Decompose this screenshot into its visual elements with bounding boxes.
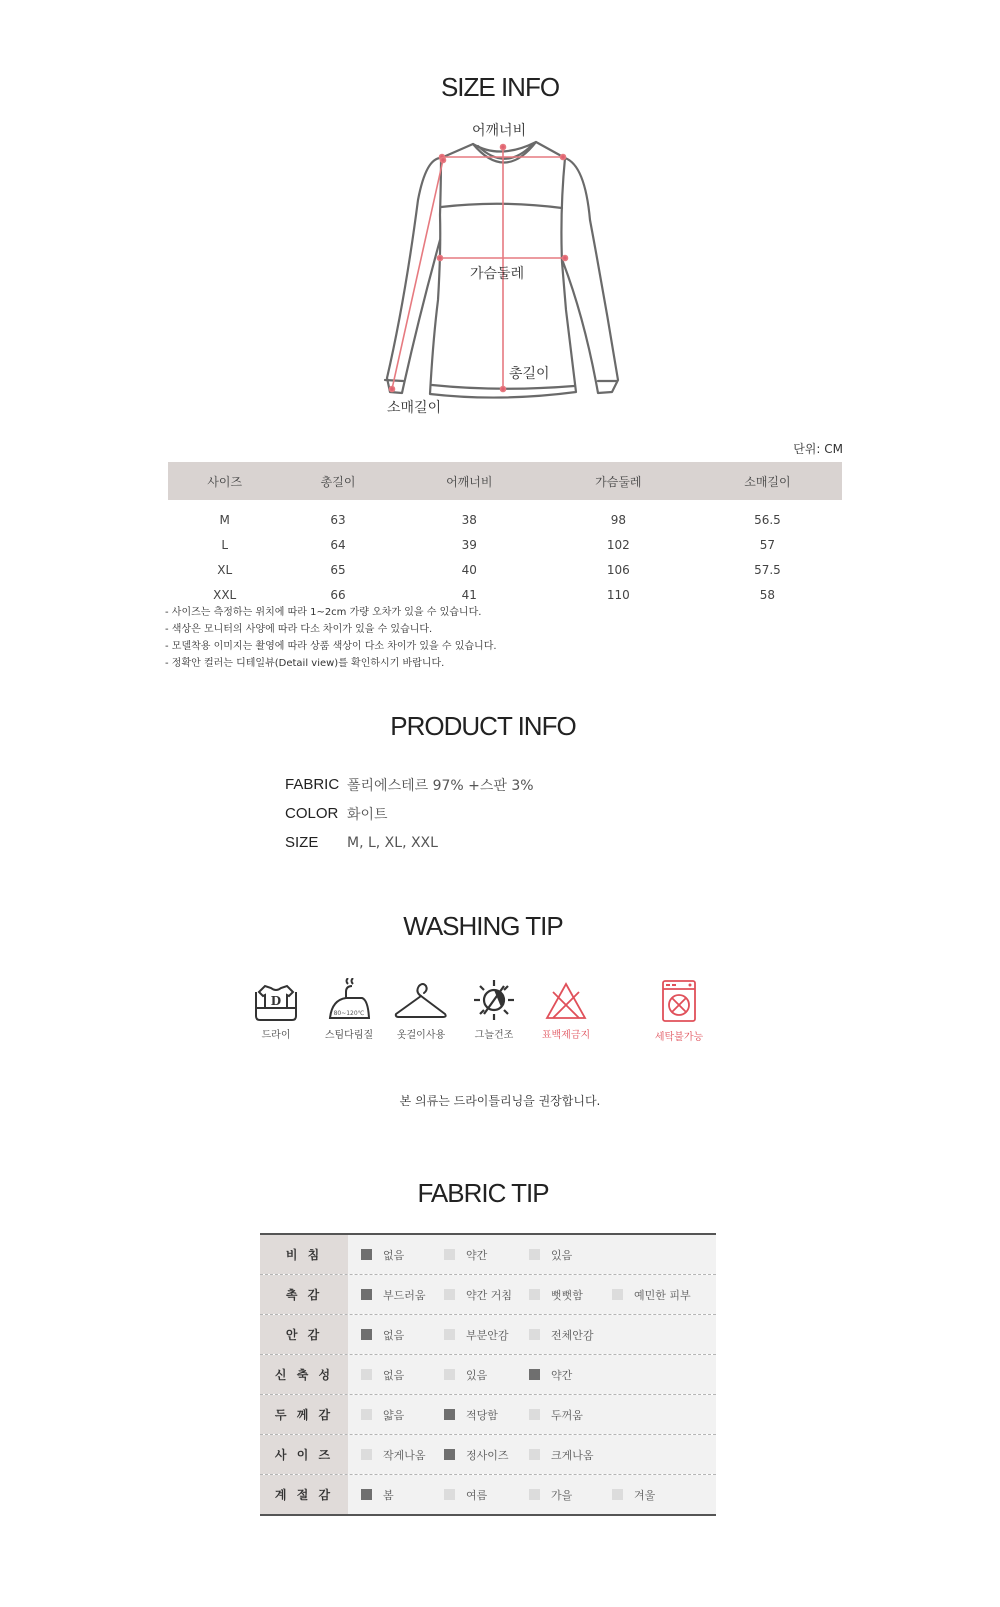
fabric-tip-option <box>529 1275 583 1314</box>
unchecked-box-icon <box>444 1289 455 1300</box>
fabric-tip-row <box>260 1275 716 1315</box>
washing-item <box>236 978 316 1041</box>
product-info-key: SIZE <box>285 834 319 851</box>
fabric-tip-option <box>444 1315 509 1354</box>
fabric-tip-option <box>361 1235 404 1274</box>
table-cell: 65 <box>330 562 346 577</box>
fabric-tip-option <box>529 1395 583 1434</box>
size-table-header <box>168 462 842 500</box>
fabric-tip-option <box>529 1235 572 1274</box>
hanger-icon <box>393 978 449 1022</box>
fabric-tip-option <box>361 1395 404 1434</box>
header-chest: 가슴둘레 <box>544 462 693 500</box>
washing-label: 드라이 <box>261 1030 291 1041</box>
fabric-tip-row <box>260 1355 716 1395</box>
fabric-tip-title: FABRIC TIP <box>417 1178 549 1208</box>
product-info-value: M, L, XL, XXL <box>347 834 438 851</box>
table-cell: 40 <box>461 562 477 577</box>
chest-label: 가슴둘레 <box>470 266 525 282</box>
fabric-tip-row <box>260 1475 716 1514</box>
fabric-tip-option-label: 크게나옴 <box>551 1448 594 1462</box>
product-info-row <box>285 799 534 828</box>
fabric-tip-option <box>444 1475 487 1514</box>
note-item: - 정확안 컬러는 디테일뷰(Detail view)를 확인하시기 바랍니다. <box>165 658 445 669</box>
table-cell: 58 <box>759 587 776 602</box>
fabric-tip-option-label: 두꺼움 <box>551 1408 583 1422</box>
checked-box-icon <box>361 1329 372 1340</box>
checked-box-icon <box>444 1449 455 1460</box>
table-cell: 63 <box>330 512 346 527</box>
fabric-tip-option-label: 뻣뻣함 <box>551 1288 583 1302</box>
size-table <box>168 462 842 607</box>
unchecked-box-icon <box>529 1329 540 1340</box>
washing-label: 스팀다림질 <box>324 1030 374 1041</box>
fabric-tip-option-label: 예민한 피부 <box>634 1288 691 1302</box>
table-cell: 64 <box>330 537 346 552</box>
note-item: - 모델착용 이미지는 촬영에 따라 상품 색상이 다소 차이가 있을 수 있습니다. <box>165 641 497 652</box>
washing-tip-title: WASHING TIP <box>403 911 563 941</box>
product-info-key: COLOR <box>285 805 339 822</box>
unchecked-box-icon <box>529 1449 540 1460</box>
table-cell: L <box>221 537 229 552</box>
header-size: 사이즈 <box>168 462 281 500</box>
fabric-tip-option-label: 약간 <box>466 1248 488 1262</box>
fabric-tip-category: 안 감 <box>260 1315 348 1354</box>
unchecked-box-icon <box>444 1329 455 1340</box>
svg-text:D: D <box>270 994 282 1008</box>
product-info-list <box>285 770 534 857</box>
table-row <box>168 532 842 557</box>
product-info-title: PRODUCT INFO <box>390 711 576 741</box>
fabric-tip-option-label: 겨울 <box>634 1488 656 1502</box>
washing-label: 옷걸이사용 <box>396 1030 446 1041</box>
table-cell: 98 <box>610 512 626 527</box>
product-info-row <box>285 770 534 799</box>
washing-label: 표백제금지 <box>541 1030 591 1041</box>
table-cell: M <box>219 512 230 527</box>
svg-text:80~120℃: 80~120℃ <box>333 1010 365 1017</box>
table-cell: 39 <box>461 537 477 552</box>
checked-box-icon <box>361 1249 372 1260</box>
fabric-tip-option <box>529 1355 572 1394</box>
fabric-tip-table <box>260 1233 716 1516</box>
table-cell: 57.5 <box>754 562 781 577</box>
fabric-tip-option-label: 없음 <box>383 1328 405 1342</box>
shoulder-width-label: 어깨너비 <box>472 123 527 139</box>
size-notes <box>165 604 497 672</box>
table-cell: 57 <box>759 537 776 552</box>
garment-diagram <box>0 0 1000 420</box>
fabric-tip-row <box>260 1315 716 1355</box>
table-cell: XXL <box>213 587 237 602</box>
fabric-tip-option-label: 약간 거침 <box>466 1288 513 1302</box>
unchecked-box-icon <box>444 1489 455 1500</box>
fabric-tip-option <box>529 1435 594 1474</box>
note-item: - 색상은 모니터의 사양에 따라 다소 차이가 있을 수 있습니다. <box>165 624 433 635</box>
unchecked-box-icon <box>444 1369 455 1380</box>
fabric-tip-row <box>260 1235 716 1275</box>
header-shoulder: 어깨너비 <box>395 462 544 500</box>
fabric-tip-option <box>361 1315 404 1354</box>
fabric-tip-option <box>529 1475 572 1514</box>
fabric-tip-option-label: 여름 <box>466 1488 488 1502</box>
fabric-tip-option-label: 약간 <box>551 1368 573 1382</box>
product-info-value: 화이트 <box>347 806 388 823</box>
checked-box-icon <box>361 1289 372 1300</box>
fabric-tip-option <box>529 1315 594 1354</box>
size-info-title: SIZE INFO <box>440 72 560 102</box>
fabric-tip-option-label: 가을 <box>551 1488 573 1502</box>
washing-item <box>639 978 719 1043</box>
fabric-tip-option <box>444 1435 509 1474</box>
fabric-tip-row <box>260 1395 716 1435</box>
product-info-value: 폴리에스테르 97% +스판 3% <box>347 777 534 794</box>
table-cell: 106 <box>606 562 630 577</box>
table-cell: 110 <box>606 587 630 602</box>
washing-item <box>381 978 461 1041</box>
fabric-tip-option <box>361 1435 426 1474</box>
unchecked-box-icon <box>529 1409 540 1420</box>
no-bleach-icon <box>543 978 589 1022</box>
product-info-row <box>285 828 534 857</box>
fabric-tip-option <box>612 1475 655 1514</box>
table-cell: XL <box>217 562 233 577</box>
fabric-tip-option <box>444 1395 498 1434</box>
dry-clean-icon <box>253 978 299 1022</box>
table-cell: 38 <box>461 512 477 527</box>
steam-iron-icon <box>326 978 372 1022</box>
fabric-tip-option <box>444 1275 512 1314</box>
product-info-key: FABRIC <box>285 776 340 793</box>
fabric-tip-option-label: 작게나옴 <box>383 1448 426 1462</box>
unchecked-box-icon <box>361 1369 372 1380</box>
total-length-label: 총길이 <box>509 366 550 382</box>
fabric-tip-category: 촉 감 <box>260 1275 348 1314</box>
fabric-tip-option <box>444 1235 487 1274</box>
fabric-tip-option-label: 적당함 <box>466 1408 498 1422</box>
fabric-tip-row <box>260 1435 716 1475</box>
fabric-tip-category: 신 축 성 <box>260 1355 348 1394</box>
unchecked-box-icon <box>361 1409 372 1420</box>
checked-box-icon <box>361 1489 372 1500</box>
fabric-tip-category: 사 이 즈 <box>260 1435 348 1474</box>
dry-clean-recommendation: 본 의류는 드라이틀리닝을 권장합니다. <box>399 1094 601 1108</box>
no-machine-wash-icon <box>656 978 702 1024</box>
fabric-tip-option <box>612 1275 691 1314</box>
unchecked-box-icon <box>612 1489 623 1500</box>
header-length: 총길이 <box>281 462 394 500</box>
fabric-tip-category: 비 침 <box>260 1235 348 1274</box>
unchecked-box-icon <box>529 1249 540 1260</box>
table-cell: 41 <box>461 587 477 602</box>
washing-item <box>309 978 389 1041</box>
table-row <box>168 557 842 582</box>
checked-box-icon <box>444 1409 455 1420</box>
unchecked-box-icon <box>361 1449 372 1460</box>
table-row <box>168 500 842 532</box>
washing-label: 그늘건조 <box>474 1030 514 1041</box>
table-cell: 66 <box>330 587 346 602</box>
fabric-tip-option-label: 부드러움 <box>383 1288 426 1302</box>
fabric-tip-option <box>444 1355 487 1394</box>
checked-box-icon <box>529 1369 540 1380</box>
fabric-tip-option-label: 있음 <box>551 1248 573 1262</box>
fabric-tip-option <box>361 1355 404 1394</box>
fabric-tip-option <box>361 1475 394 1514</box>
washing-item <box>526 978 606 1041</box>
fabric-tip-option-label: 봄 <box>383 1488 394 1502</box>
shade-dry-icon <box>471 978 517 1022</box>
unchecked-box-icon <box>529 1489 540 1500</box>
table-cell: 56.5 <box>754 512 781 527</box>
unchecked-box-icon <box>444 1249 455 1260</box>
fabric-tip-category: 두 께 감 <box>260 1395 348 1434</box>
fabric-tip-option <box>361 1275 426 1314</box>
table-cell: 102 <box>606 537 630 552</box>
sleeve-length-label: 소매길이 <box>387 400 442 416</box>
note-item: - 사이즈는 측정하는 위치에 따라 1~2cm 가량 오차가 있을 수 있습니다. <box>165 607 482 618</box>
unit-label: 단위: CM <box>793 442 843 456</box>
washing-item <box>454 978 534 1041</box>
fabric-tip-option-label: 있음 <box>466 1368 488 1382</box>
header-sleeve: 소매길이 <box>693 462 842 500</box>
fabric-tip-option-label: 정사이즈 <box>466 1448 509 1462</box>
fabric-tip-option-label: 없음 <box>383 1368 405 1382</box>
washing-label: 세탁불가능 <box>654 1032 704 1043</box>
unchecked-box-icon <box>529 1289 540 1300</box>
fabric-tip-option-label: 전체안감 <box>551 1328 594 1342</box>
unchecked-box-icon <box>612 1289 623 1300</box>
fabric-tip-option-label: 부분안감 <box>466 1328 509 1342</box>
fabric-tip-category: 계 절 감 <box>260 1475 348 1514</box>
fabric-tip-option-label: 얇음 <box>383 1408 405 1422</box>
fabric-tip-option-label: 없음 <box>383 1248 405 1262</box>
